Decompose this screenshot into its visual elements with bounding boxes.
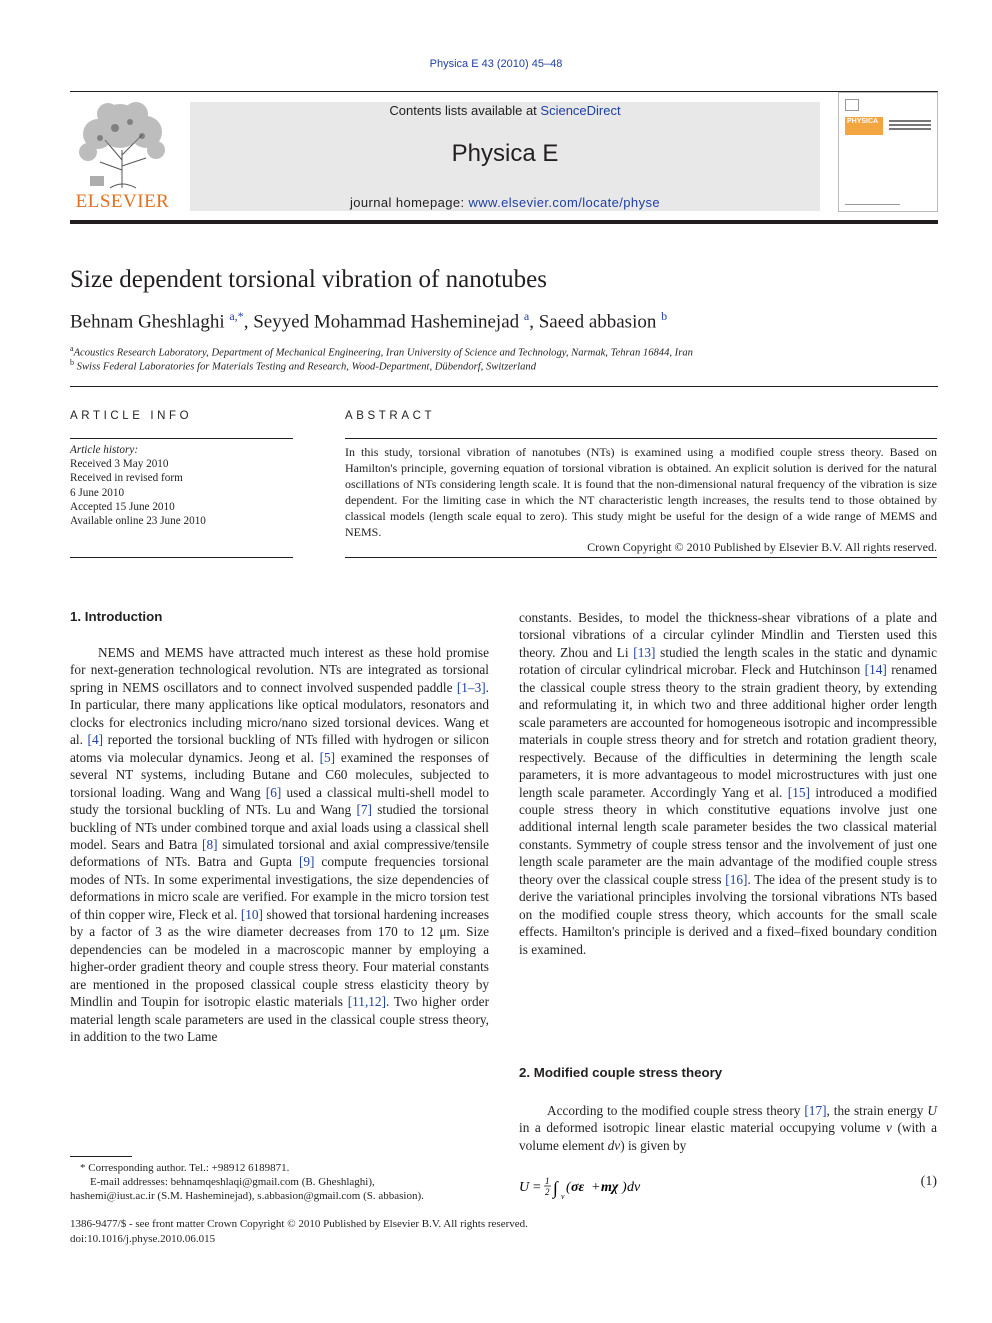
abstract-rule bbox=[345, 438, 937, 439]
intro-paragraph-1: NEMS and MEMS have attracted much interest as these hold promise for next-generation technological revolution. NTs are integrated as torsional spring in NEMS oscillators and to connect involved suspended paddle [1–3]. In particular, there many applications like optical modulators, resonators and clocks for electronics including micro/nano sized torsional devices. Wang et al. [4] reported the torsional buckling of NTs filled with hydrogen or silicon atoms via molecular dynamics. Jeong et al. [5] examined the responses of several NT systems, including Butane and C60 molecules, subjected to torsional loading. Wang and Wang [6] used a classical multi-shell model to study the torsional buckling of NTs. Lu and Wang [7] studied the torsional buckling of NTs under combined torque and axial loads using a classical shell model. Sears and Batra [8] simulated torsional and axial compressive/tensile deformations of NTs. Batra and Gupta [9] compute frequencies torsional modes of NTs. In some experimental investigations, the size dependencies of deformations in micro scale are verified. For example in the micro torsion test of thin copper wire, Fleck et al. [10] showed that torsional hardening increases by a factor of 3 as the wire diameter decreases from 170 to 12 μm. Size dependencies can be modeled in a macroscopic manner by employing a higher-order gradient theory and couple stress theory. Four material constants are mentioned in the proposed classical couple stress elasticity theory by Mindlin and Toupin for isotropic elastic materials [11,12]. Two higher order material length scale parameters are used in the classical couple stress theory, in addition to the two Lame bbox=[70, 645, 490, 1044]
author-list bbox=[70, 309, 667, 333]
cover-title-band: PHYSICA bbox=[845, 117, 883, 135]
section-heading-introduction: 1. Introduction bbox=[70, 609, 163, 624]
history-item: Available online 23 June 2010 bbox=[70, 515, 206, 528]
svg-text:U: U bbox=[519, 1180, 530, 1195]
affiliation-rule bbox=[70, 386, 938, 387]
author-affiliation-mark[interactable]: a,* bbox=[229, 309, 244, 323]
affiliation-text: Swiss Federal Laboratories for Materials Testing and Research, Wood-Department, Dübendorf, Switzerland bbox=[76, 361, 537, 373]
history-label: Article history: bbox=[70, 444, 139, 456]
reference-link[interactable]: [16] bbox=[725, 871, 748, 887]
reference-link[interactable]: [6] bbox=[265, 784, 282, 800]
article-info-rule bbox=[70, 438, 293, 439]
elsevier-tree-icon bbox=[70, 100, 175, 190]
author-name[interactable]: Saeed abbasion bbox=[538, 311, 657, 333]
author-name[interactable]: Seyyed Mohammad Hasheminejad bbox=[253, 311, 520, 333]
homepage-link[interactable]: www.elsevier.com/locate/physe bbox=[468, 195, 660, 210]
svg-text:2: 2 bbox=[545, 1187, 550, 1197]
author-affiliation-mark[interactable]: b bbox=[661, 309, 668, 323]
issn-line: 1386-9477/$ - see front matter Crown Copyright © 2010 Published by Elsevier B.V. All rights reserved. bbox=[70, 1218, 528, 1230]
reference-link[interactable]: [11,12] bbox=[347, 994, 386, 1010]
svg-text:dv: dv bbox=[627, 1180, 641, 1195]
svg-text:∫: ∫ bbox=[553, 1178, 558, 1198]
reference-link[interactable]: [14] bbox=[864, 662, 887, 678]
affiliation-a bbox=[70, 344, 693, 359]
affiliation-mark: b bbox=[70, 358, 74, 367]
history-item: Received in revised form bbox=[70, 472, 183, 485]
history-item: Received 3 May 2010 bbox=[70, 458, 169, 471]
reference-link[interactable]: [15] bbox=[787, 784, 810, 800]
author-separator: , bbox=[529, 311, 539, 333]
corresponding-author-note: * Corresponding author. Tel.: +98912 6189871. bbox=[80, 1162, 290, 1174]
intro-column-2 bbox=[519, 609, 937, 958]
intro-paragraph-2: constants. Besides, to model the thickness-shear vibrations of a plate and torsional vibrations of a circular cylinder Mindlin and Tiersten used this theory. Zhou and Li [13] studied the length scales in the static and dynamic rotation of circular cylindrical microbar. Fleck and Hutchinson [14] renamed the classical couple stress theory to the strain gradient theory, by extending and reformulating it, in which two and three additional higher order length scale parameters are accounted for homogeneous isotropic and incompressible materials in couple stress theory and for stretch and rotation gradient theory, respectively. Because of the difficulties in determining the length scale parameters, it is more advantageous to model microstructures with just one length scale parameter. Accordingly Yang et al. [15] introduced a modified couple stress theory in which constitutive equations involve just one additional internal length scale parameter besides the two classical material constants. Symmetry of couple stress tensor and the involvement of just one length scale parameter are the main advantage of the modified couple stress theory over the classical couple stress [16]. The idea of the present study is to derive the variational principles involving the torsional vibrations NTs based on the modified couple stress theory, which accounts for the small scale effects. Hamilton's principle is derived and a fixed–fixed boundary condition is examined. bbox=[519, 610, 937, 957]
svg-text:1: 1 bbox=[545, 1176, 550, 1186]
article-info-bottom-rule bbox=[70, 557, 293, 558]
reference-link[interactable]: [13] bbox=[633, 644, 656, 660]
affiliation-mark: a bbox=[70, 344, 74, 353]
article-title: Size dependent torsional vibration of nanotubes bbox=[70, 266, 547, 293]
svg-text:mχ: mχ bbox=[601, 1180, 619, 1195]
equation-formula bbox=[519, 1174, 669, 1202]
svg-text:+: + bbox=[591, 1180, 601, 1195]
svg-text:v: v bbox=[561, 1192, 565, 1201]
history-item: Accepted 15 June 2010 bbox=[70, 500, 175, 513]
reference-link[interactable]: [17] bbox=[804, 1103, 827, 1118]
cover-emblem-icon bbox=[845, 99, 859, 111]
reference-link[interactable]: [10] bbox=[240, 906, 263, 922]
cover-subtitle-lines bbox=[889, 120, 931, 134]
front-matter-info bbox=[70, 1217, 528, 1246]
math-symbol: dv bbox=[607, 1137, 621, 1153]
svg-text:=: = bbox=[532, 1180, 542, 1195]
author-separator: , bbox=[243, 311, 254, 333]
svg-text:σε: σε bbox=[571, 1180, 585, 1195]
header-bottom-rule bbox=[70, 220, 938, 224]
reference-link[interactable]: [5] bbox=[319, 749, 336, 765]
journal-citation[interactable]: Physica E 43 (2010) 45–48 bbox=[429, 58, 563, 70]
math-symbol: U bbox=[927, 1103, 938, 1118]
sciencedirect-link[interactable]: ScienceDirect bbox=[540, 103, 621, 118]
svg-text:): ) bbox=[622, 1180, 627, 1195]
doi-line[interactable]: doi:10.1016/j.physe.2010.06.015 bbox=[70, 1232, 216, 1245]
history-item: 6 June 2010 bbox=[70, 486, 125, 499]
elsevier-logo bbox=[70, 100, 175, 212]
reference-link[interactable]: [8] bbox=[202, 836, 218, 852]
section-heading-modified-couple-stress: 2. Modified couple stress theory bbox=[519, 1065, 723, 1080]
abstract-copyright: Crown Copyright © 2010 Published by Elsevier B.V. All rights reserved. bbox=[587, 540, 937, 554]
homepage-prefix: journal homepage: bbox=[349, 195, 469, 210]
math-symbol: v bbox=[885, 1120, 892, 1136]
equation-number: (1) bbox=[920, 1174, 937, 1189]
header-top-rule bbox=[70, 91, 938, 92]
contents-line bbox=[190, 103, 820, 118]
reference-link[interactable]: [1–3] bbox=[456, 679, 486, 695]
intro-column-1 bbox=[70, 644, 489, 1045]
email-addresses-line-2[interactable]: hashemi@iust.ac.ir (S.M. Hasheminejad), s.abbasion@gmail.com (S. abbasion). bbox=[70, 1190, 424, 1202]
affiliation-b bbox=[70, 358, 536, 373]
reference-link[interactable]: [4] bbox=[87, 732, 104, 748]
abstract-bottom-rule bbox=[345, 557, 937, 558]
author-name[interactable]: Behnam Gheshlaghi bbox=[70, 311, 225, 333]
journal-banner bbox=[190, 102, 820, 211]
svg-text:(: ( bbox=[566, 1180, 571, 1195]
mcst-paragraph: According to the modified couple stress theory [17], the strain energy U in a deformed isotropic linear elastic material occupying volume v (with a volume element dv) is given by bbox=[519, 1103, 938, 1153]
author-affiliation-mark[interactable]: a bbox=[523, 309, 530, 323]
journal-name: Physica E bbox=[451, 140, 559, 167]
homepage-line bbox=[190, 195, 820, 210]
journal-cover-thumbnail[interactable] bbox=[838, 92, 938, 212]
mcst-column bbox=[519, 1102, 937, 1154]
cover-footer-line bbox=[845, 204, 900, 205]
footnote-rule bbox=[70, 1156, 132, 1157]
equation-1 bbox=[519, 1171, 937, 1201]
reference-link[interactable]: [7] bbox=[356, 802, 372, 818]
elsevier-wordmark: ELSEVIER bbox=[75, 191, 170, 212]
contents-prefix: Contents lists available at bbox=[389, 103, 541, 118]
article-history bbox=[70, 443, 206, 528]
reference-link[interactable]: [9] bbox=[298, 854, 315, 870]
affiliation-text: Acoustics Research Laboratory, Department of Mechanical Engineering, Iran University of Science and Technology, Narmak, Tehran 16844, Iran bbox=[73, 347, 693, 359]
abstract-text: In this study, torsional vibration of nanotubes (NTs) is examined using a modified couple stress theory. Based on Hamilton's principle, governing equation of torsional vibration is obtained. An explicit solution is derived for the natural oscillations of NTs considering length scale. It is found that the non-dimensional natural frequency of the vibration is size dependent. For the limiting case in which the NT characteristic length increases, the results tend to those obtained by classical models (length scale equal to zero). This study might be useful for the design of a wide range of MEMS and NEMS. bbox=[345, 445, 937, 539]
email-addresses-line-1[interactable]: E-mail addresses: behnamqeshlaqi@gmail.com (B. Gheshlaghi), bbox=[90, 1176, 375, 1188]
abstract-heading: ABSTRACT bbox=[345, 410, 436, 422]
article-info-heading: ARTICLE INFO bbox=[70, 410, 193, 422]
